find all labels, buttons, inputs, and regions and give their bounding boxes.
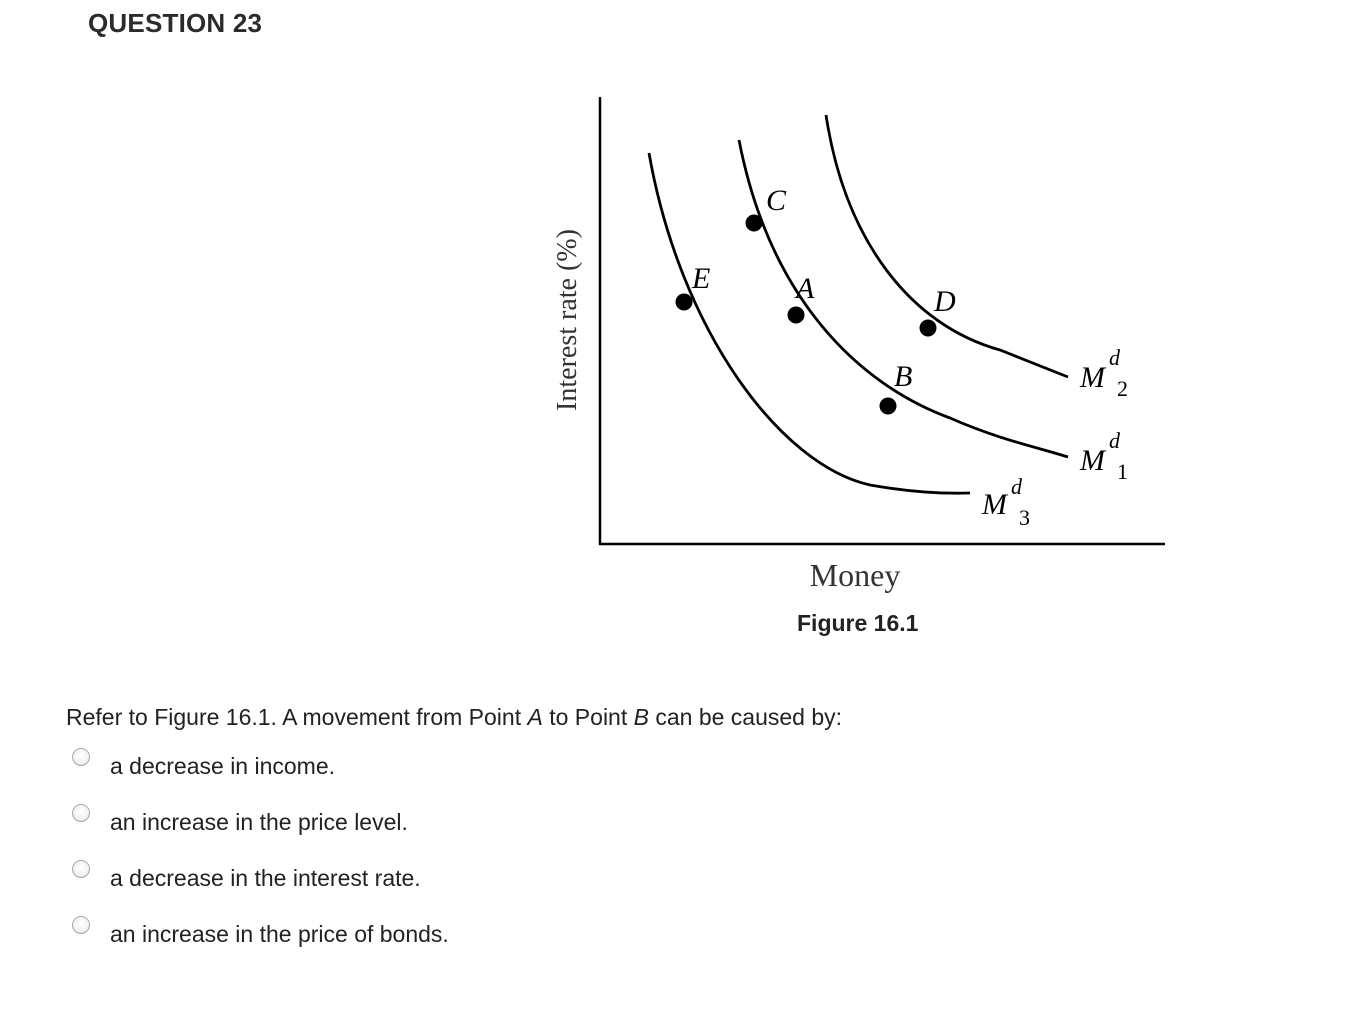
curve-md2-base: M: [1080, 361, 1105, 394]
answer-option-2[interactable]: [72, 800, 972, 856]
curve-md3-base: M: [982, 488, 1007, 521]
y-axis-label: Interest rate (%): [552, 229, 583, 411]
answer-option-1[interactable]: [72, 744, 972, 800]
curve-md2-sup: d: [1109, 345, 1120, 370]
curve-md3-sub: 3: [1019, 505, 1030, 530]
point-a-marker: [788, 307, 805, 324]
curve-md2-label: [1079, 345, 1128, 401]
prompt-text-start: Refer to Figure 16.1. A movement from Point: [66, 704, 528, 730]
prompt-text-end: can be caused by:: [648, 704, 843, 730]
curve-md1-sup: d: [1109, 428, 1120, 453]
figure-caption: Figure 16.1: [797, 610, 919, 636]
radio-button-1[interactable]: [72, 748, 90, 766]
radio-button-2[interactable]: [72, 804, 90, 822]
curve-md2-sub: 2: [1117, 376, 1128, 401]
answer-options: [72, 744, 972, 968]
point-e-label: E: [692, 262, 711, 295]
curve-md1-sub: 1: [1117, 459, 1128, 484]
curve-md3-label: [981, 474, 1030, 530]
point-d-label: D: [934, 285, 956, 318]
point-a-label: A: [796, 272, 815, 305]
radio-button-4[interactable]: [72, 916, 90, 934]
point-e-marker: [676, 294, 693, 311]
radio-button-3[interactable]: [72, 860, 90, 878]
point-b-marker: [880, 398, 897, 415]
answer-option-3[interactable]: [72, 856, 972, 912]
prompt-point-a: A: [527, 704, 543, 730]
point-b-label: B: [894, 360, 913, 393]
point-d-marker: [920, 320, 937, 337]
curve-md1: [739, 140, 1068, 457]
curve-md1-base: M: [1080, 444, 1105, 477]
point-c-marker: [746, 215, 763, 232]
curve-md2: [826, 115, 1068, 377]
money-demand-diagram: [530, 80, 1190, 600]
question-title: QUESTION 23: [88, 8, 263, 38]
point-c-label: C: [766, 184, 787, 217]
question-prompt: [66, 704, 842, 731]
answer-option-4-label[interactable]: an increase in the price of bonds.: [110, 921, 449, 947]
curve-md3-sup: d: [1011, 474, 1022, 499]
answer-option-4[interactable]: [72, 912, 972, 968]
x-axis-label: Money: [809, 557, 901, 593]
prompt-text-middle: to Point: [542, 704, 634, 730]
answer-option-3-label[interactable]: a decrease in the interest rate.: [110, 865, 421, 891]
prompt-point-b: B: [633, 704, 649, 730]
money-demand-figure: [530, 80, 1190, 600]
curve-md1-label: [1079, 428, 1128, 484]
answer-option-1-label[interactable]: a decrease in income.: [110, 753, 336, 779]
answer-option-2-label[interactable]: an increase in the price level.: [110, 809, 408, 835]
